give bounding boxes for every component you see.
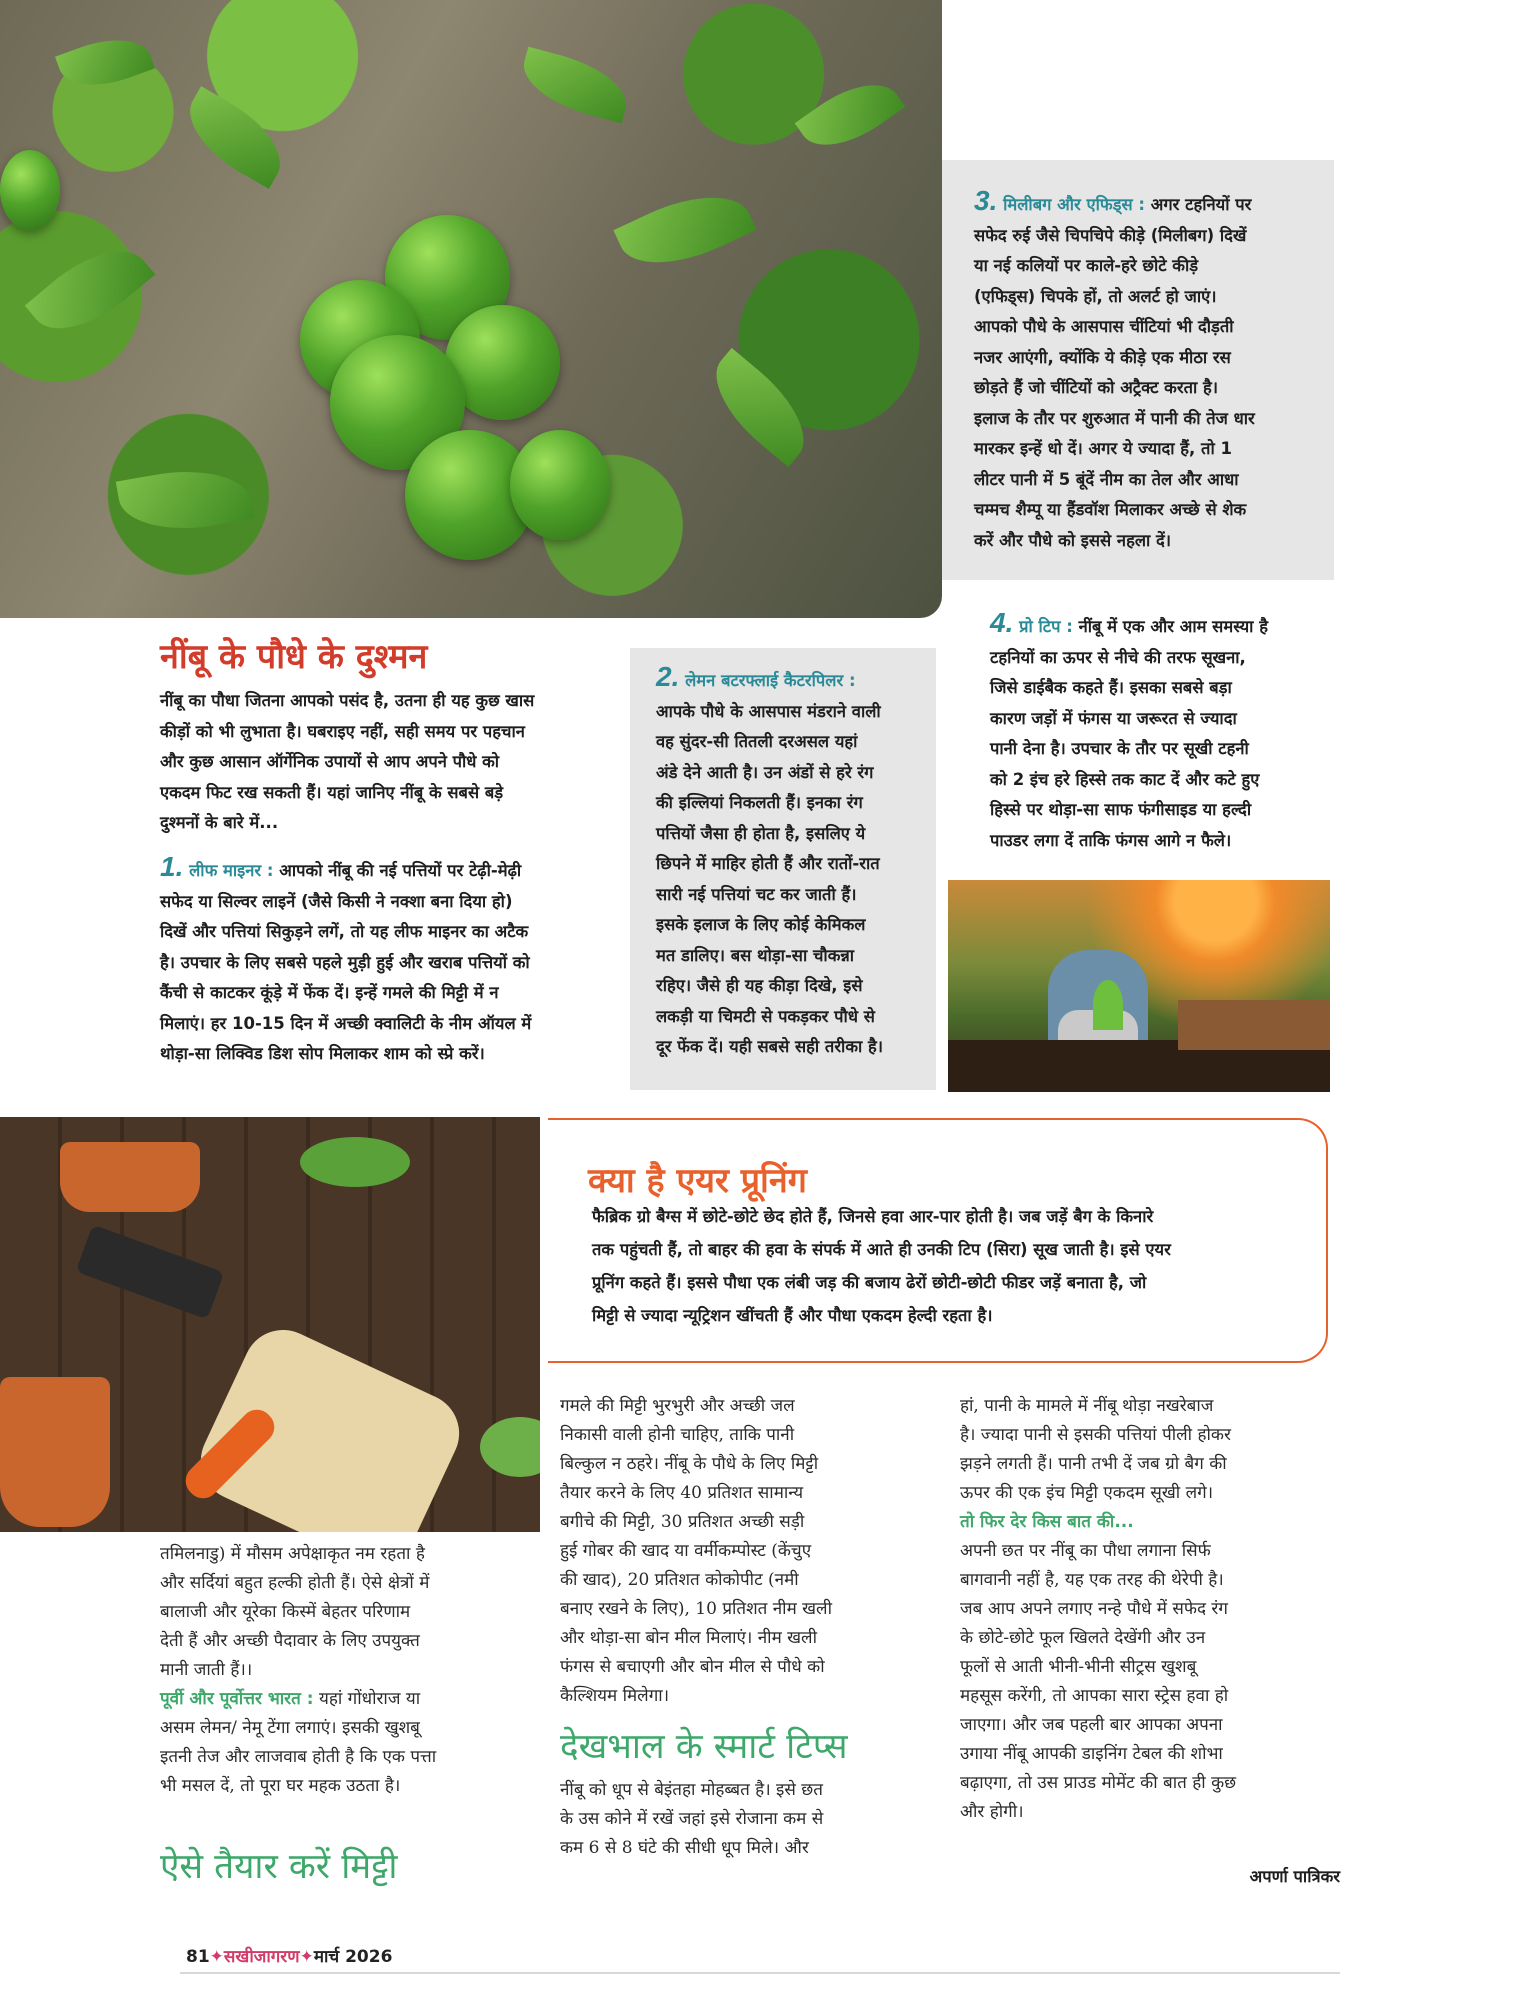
col3-end-line: जब आप अपने लगाए नन्हे पौधे में सफेद रंग — [960, 1599, 1228, 1619]
section-4-number: 4. — [990, 607, 1014, 638]
col2-line: और थोड़ा-सा बोन मील मिलाएं। नीम खली — [560, 1628, 817, 1648]
section-1 — [160, 852, 630, 1070]
column-2 — [560, 1392, 930, 1711]
col1-line: देती हैं और अच्छी पैदावार के लिए उपयुक्त — [160, 1631, 420, 1651]
col2-line: तैयार करने के लिए 40 प्रतिशत सामान्य — [560, 1483, 804, 1503]
col2-line: बगीचे की मिट्टी, 30 प्रतिशत अच्छी सड़ी — [560, 1512, 805, 1532]
section-3-line: छोड़ते हैं जो चींटियों को अट्रैक्ट करता है। — [974, 378, 1219, 397]
intro-line: और कुछ आसान ऑर्गेनिक उपायों से आप अपने पौधे को — [160, 752, 500, 771]
section-1-title: लीफ माइनर : — [189, 861, 274, 880]
air-pruning-line: तक पहुंचती हैं, तो बाहर की हवा के संपर्क में आते ही उनकी टिप (सिरा) सूख जाती है। इसे एयर — [592, 1240, 1171, 1259]
section-3 — [974, 186, 1326, 556]
section-1-line: सफेद या सिल्वर लाइनें (जैसे किसी ने नक्शा बना दिया हो) — [160, 891, 513, 911]
intro-paragraph — [160, 686, 630, 839]
author-name: अपर्णा पात्रिकर — [1249, 1867, 1340, 1886]
east-india-label: पूर्वी और पूर्वोत्तर भारत : — [160, 1689, 314, 1709]
col2-line: की खाद), 20 प्रतिशत कोकोपीट (नमी — [560, 1570, 799, 1590]
page-number: 81 — [186, 1947, 210, 1967]
section-4-line: जिसे डाईबैक कहते हैं। इसका सबसे बड़ा — [990, 678, 1232, 697]
intro-line: कीड़ों को भी लुभाता है। घबराइए नहीं, सही समय पर पहचान — [160, 721, 525, 741]
issue-date: मार्च 2026 — [313, 1947, 393, 1967]
section-2-line: की इल्लियां निकलती हैं। इनका रंग — [656, 793, 863, 812]
section-3-line: (एफिड्स) चिपके हों, तो अलर्ट हो जाएं। — [974, 286, 1217, 306]
garden-tools-photo — [0, 1117, 540, 1532]
page-footer — [186, 1944, 392, 1967]
col3-end-line: बढ़ाएगा, तो उस प्राउड मोमेंट की बात ही कुछ — [960, 1773, 1237, 1793]
section-2-line: लकड़ी या चिमटी से पकड़कर पौधे से — [656, 1006, 875, 1026]
col2-line: गमले की मिट्टी भुरभुरी और अच्छी जल — [560, 1396, 795, 1416]
section-3-line: आपको पौधे के आसपास चींटियां भी दौड़ती — [974, 317, 1234, 336]
col2-line: निकासी वाली होनी चाहिए, ताकि पानी — [560, 1425, 795, 1445]
section-4-title: प्रो टिप : — [1019, 617, 1073, 636]
section-4-line: टहनियों का ऊपर से नीचे की तरफ सूखना, — [990, 647, 1246, 667]
col1-line: और सर्दियां बहुत हल्की होती हैं। ऐसे क्षेत्रों में — [160, 1573, 430, 1593]
section-3-line: सफेद रुई जैसे चिपचिपे कीड़े (मिलीबग) दिखें — [974, 225, 1247, 245]
section-2-line: अंडे देने आती है। उन अंडों से हरे रंग — [656, 762, 874, 782]
col2-line: कैल्शियम मिलेगा। — [560, 1686, 670, 1706]
section-3-line: नजर आएंगी, क्योंकि ये कीड़े एक मीठा रस — [974, 347, 1231, 367]
section-4-line: पाउडर लगा दें ताकि फंगस आगे न फैले। — [990, 830, 1232, 850]
section-2-line: पत्तियों जैसा ही होता है, इसलिए ये — [656, 823, 866, 843]
section-1-line: मिलाएं। हर 10-15 दिन में अच्छी क्वालिटी के नीम ऑयल में — [160, 1013, 532, 1033]
col1-east-line: भी मसल दें, तो पूरा घर महक उठता है। — [160, 1776, 401, 1796]
column-3 — [960, 1392, 1340, 1827]
col2-line: फंगस से बचाएगी और बोन मील से पौधे को — [560, 1657, 825, 1677]
section-2 — [656, 662, 936, 1063]
col3-end-line: महसूस करेंगी, तो आपका सारा स्ट्रेस हवा हो — [960, 1686, 1229, 1706]
care-text — [560, 1776, 930, 1863]
limes-photo — [0, 0, 942, 618]
magazine-name: सखीजागरण — [223, 1947, 300, 1967]
star-icon: ✦ — [299, 1947, 314, 1967]
col3-line: झड़ने लगती हैं। पानी तभी दें जब ग्रो बैग की — [960, 1454, 1227, 1474]
col3-end-line: और होगी। — [960, 1802, 1024, 1822]
main-heading: नींबू के पौधे के दुश्मन — [160, 637, 428, 677]
section-1-number: 1. — [160, 851, 184, 882]
section-4-line: नींबू में एक और आम समस्या है — [1078, 617, 1268, 636]
conclusion-subheading: तो फिर देर किस बात की... — [960, 1512, 1134, 1532]
care-line: नींबू को धूप से बेइंतहा मोहब्बत है। इसे छत — [560, 1780, 823, 1800]
soil-heading: ऐसे तैयार करें मिट्टी — [160, 1847, 398, 1887]
section-1-line: है। उपचार के लिए सबसे पहले मुड़ी हुई और खराब पत्तियों को — [160, 952, 530, 972]
col1-line: तमिलनाडु) में मौसम अपेक्षाकृत नम रहता है — [160, 1544, 425, 1564]
section-2-line: सारी नई पत्तियां चट कर जाती हैं। — [656, 884, 857, 904]
section-4-line: कारण जड़ों में फंगस या जरूरत से ज्यादा — [990, 708, 1237, 728]
intro-line: नींबू का पौधा जितना आपको पसंद है, उतना ही यह कुछ खास — [160, 691, 535, 710]
col3-line: है। ज्यादा पानी से इसकी पत्तियां पीली होकर — [960, 1425, 1231, 1445]
air-pruning-text — [592, 1200, 1317, 1332]
section-2-line: इसके इलाज के लिए कोई केमिकल — [656, 915, 866, 934]
col1-line: बालाजी और यूरेका किस्में बेहतर परिणाम — [160, 1602, 411, 1622]
column-1 — [160, 1540, 530, 1801]
section-3-line: करें और पौधे को इससे नहला दें। — [974, 530, 1172, 550]
footer-divider — [180, 1972, 1340, 1974]
col3-end-line: जाएगा। और जब पहली बार आपका अपना — [960, 1715, 1223, 1735]
section-1-line: थोड़ा-सा लिक्विड डिश सोप मिलाकर शाम को स्प्रे करें। — [160, 1044, 485, 1063]
col3-end-line: उगाया नींबू आपकी डाइनिंग टेबल की शोभा — [960, 1744, 1223, 1764]
col3-line: हां, पानी के मामले में नींबू थोड़ा नखरेबाज — [960, 1396, 1214, 1416]
care-heading: देखभाल के स्मार्ट टिप्स — [560, 1727, 848, 1767]
section-3-line: अगर टहनियों पर — [1150, 195, 1252, 214]
section-3-line: मारकर इन्हें धो दें। अगर ये ज्यादा हैं, तो 1 — [974, 439, 1232, 458]
section-4-line: को 2 इंच हरे हिस्से तक काट दें और कटे हुए — [990, 769, 1260, 789]
col3-end-line: फूलों से आती भीनी-भीनी सीट्रस खुशबू — [960, 1657, 1197, 1677]
section-2-line: मत डालिए। बस थोड़ा-सा चौकन्ना — [656, 945, 855, 965]
air-pruning-line: मिट्टी से ज्यादा न्यूट्रिशन खींचती हैं और पौधा एकदम हेल्दी रहता है। — [592, 1306, 993, 1325]
section-4-line: पानी देना है। उपचार के तौर पर सूखी टहनी — [990, 739, 1249, 758]
col1-east-line: असम लेमन/ नेमू टेंगा लगाएं। इसकी खुशबू — [160, 1718, 420, 1738]
section-4 — [990, 608, 1330, 856]
section-1-line: दिखें और पत्तियां सिकुड़ने लगें, तो यह लीफ माइनर का अटैक — [160, 922, 529, 941]
section-2-title: लेमन बटरफ्लाई कैटरपिलर : — [685, 671, 856, 690]
col2-line: हुई गोबर की खाद या वर्मीकम्पोस्ट (केंचुए — [560, 1541, 812, 1561]
intro-line: एकदम फिट रख सकती हैं। यहां जानिए नींबू के सबसे बड़े — [160, 782, 504, 802]
air-pruning-line: फैब्रिक ग्रो बैग्स में छोटे-छोटे छेद होते हैं, जिनसे हवा आर-पार होती है। जब जड़ें बैग के किनारे — [592, 1207, 1154, 1226]
section-2-number: 2. — [656, 661, 680, 692]
col3-end-line: अपनी छत पर नींबू का पौधा लगाना सिर्फ — [960, 1541, 1211, 1561]
col1-east-line: इतनी तेज और लाजवाब होती है कि एक पत्ता — [160, 1747, 437, 1767]
col2-line: बिल्कुल न ठहरे। नींबू के पौधे के लिए मिट्टी — [560, 1454, 819, 1474]
col3-line: ऊपर की एक इंच मिट्टी एकदम सूखी लगे। — [960, 1483, 1214, 1503]
section-1-line: आपको नींबू की नई पत्तियों पर टेढ़ी-मेढ़ी — [279, 861, 522, 880]
section-2-line: रहिए। जैसे ही यह कीड़ा दिखे, इसे — [656, 976, 863, 995]
star-icon: ✦ — [209, 1947, 224, 1967]
col3-end-line: के छोटे-छोटे फूल खिलते देखेंगी और उन — [960, 1628, 1206, 1648]
col2-line: बनाए रखने के लिए), 10 प्रतिशत नीम खली — [560, 1599, 832, 1619]
air-pruning-line: प्रूनिंग कहते हैं। इससे पौधा एक लंबी जड़ की बजाय ढेरों छोटी-छोटी फीडर जड़ें बनाता है, जो — [592, 1273, 1147, 1292]
col1-east-line: यहां गोंधोराज या — [318, 1689, 421, 1709]
air-pruning-heading: क्या है एयर प्रूनिंग — [588, 1161, 807, 1201]
section-3-line: या नई कलियों पर काले-हरे छोटे कीड़े — [974, 256, 1199, 275]
care-line: के उस कोने में रखें जहां इसे रोजाना कम से — [560, 1809, 824, 1829]
section-3-line: चम्मच शैम्पू या हैंडवॉश मिलाकर अच्छे से शेक — [974, 500, 1247, 519]
section-1-line: कैंची से काटकर कूंड़े में फेंक दें। इन्हें गमले की मिट्टी में न — [160, 983, 499, 1002]
care-line: कम 6 से 8 घंटे की सीधी धूप मिले। और — [560, 1838, 809, 1858]
section-3-title: मिलीबग और एफिड्स : — [1003, 195, 1145, 214]
col3-end-line: बागवानी नहीं है, यह एक तरह की थेरेपी है। — [960, 1570, 1224, 1590]
section-4-line: हिस्से पर थोड़ा-सा साफ फंगीसाइड या हल्दी — [990, 800, 1252, 819]
section-2-line: छिपने में माहिर होती हैं और रातों-रात — [656, 854, 880, 873]
intro-line: दुश्मनों के बारे में... — [160, 813, 279, 832]
section-2-line: आपके पौधे के आसपास मंडराने वाली — [656, 701, 881, 721]
section-3-line: लीटर पानी में 5 बूंदें नीम का तेल और आधा — [974, 469, 1239, 489]
section-3-number: 3. — [974, 185, 998, 216]
gardening-hands-photo — [948, 880, 1330, 1092]
col1-line: मानी जाती हैं।। — [160, 1660, 253, 1680]
section-3-line: इलाज के तौर पर शुरुआत में पानी की तेज धार — [974, 408, 1255, 428]
section-2-line: दूर फेंक दें। यही सबसे सही तरीका है। — [656, 1037, 884, 1056]
section-2-line: वह सुंदर-सी तितली दरअसल यहां — [656, 732, 858, 751]
